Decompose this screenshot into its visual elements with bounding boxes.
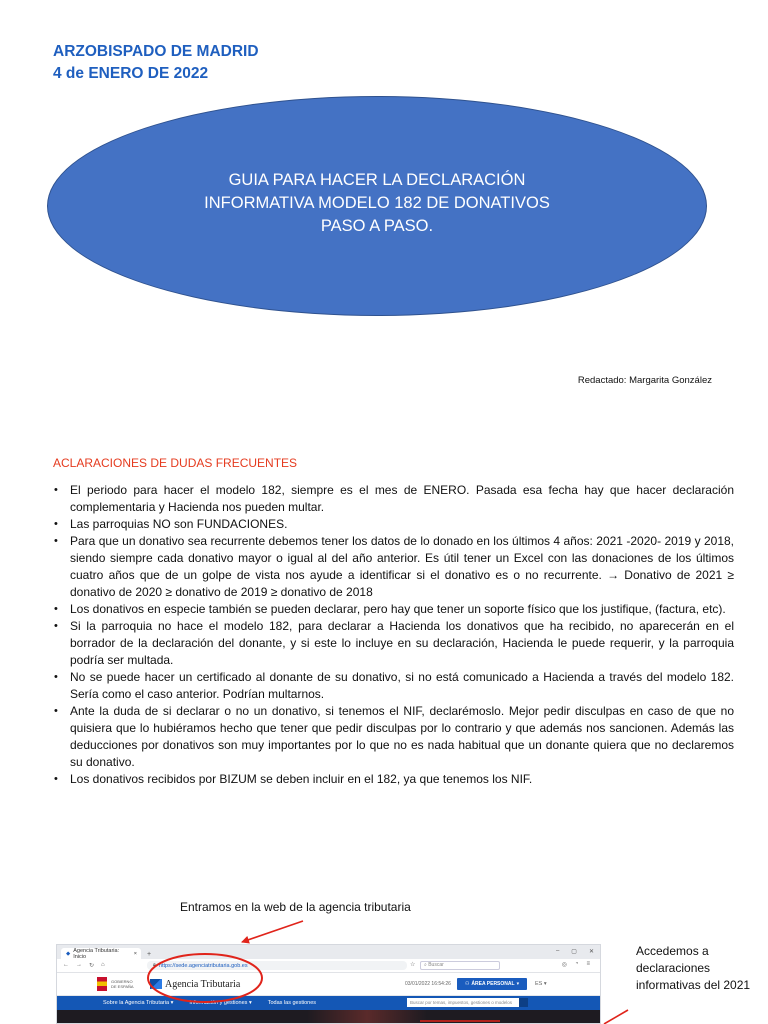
minimize-icon[interactable]: –: [555, 948, 560, 954]
menu-item-label: Todas las gestiones: [267, 1000, 317, 1006]
lock-icon: 🔒︎: [153, 962, 156, 968]
search-icon: ⌕: [424, 962, 427, 968]
document-title: [157, 169, 597, 238]
chevron-down-icon: ▾: [516, 981, 520, 987]
agency-name: Agencia Tributaria: [165, 978, 241, 990]
title-ellipse: [47, 96, 707, 316]
browser-search-placeholder: Buscar: [428, 962, 444, 968]
menu-icon[interactable]: ≡: [586, 961, 590, 967]
new-tab-icon[interactable]: +: [147, 951, 152, 958]
forward-icon[interactable]: →: [76, 962, 82, 968]
faq-list: [53, 482, 734, 788]
back-icon[interactable]: ←: [63, 962, 69, 968]
title-line: PASO A PASO.: [320, 216, 434, 235]
arrow-to-url: [242, 921, 303, 942]
faq-item: • Las parroquias NO son FUNDACIONES.: [53, 516, 734, 533]
caption-web: Entramos en la web de la agencia tributaria: [180, 900, 411, 914]
area-personal-button[interactable]: [457, 978, 527, 990]
chevron-down-icon: ▾: [170, 1000, 174, 1006]
language-label: ES: [535, 981, 543, 987]
chevron-down-icon: ▾: [543, 981, 547, 987]
url-field[interactable]: [147, 961, 407, 970]
url-text: https://sede.agenciatributaria.gob.es: [158, 962, 248, 969]
site-datetime: 03/01/2022 16:54:26: [405, 981, 451, 987]
close-window-icon[interactable]: ✕: [588, 949, 594, 955]
menu-item-informacion[interactable]: [189, 1000, 251, 1006]
site-search-input[interactable]: Buscar por temas, impuestos, gestiones o modelos: [407, 998, 519, 1007]
site-menu: [57, 996, 600, 1010]
faq-item: • Los donativos recibidos por BIZUM se deben incluir en el 182, ya que tenemos los NIF.: [53, 771, 734, 788]
window-controls: [556, 948, 594, 955]
browser-tab-bar: [57, 945, 600, 959]
chevron-down-icon: ▾: [248, 1000, 252, 1006]
user-icon: ⚇: [464, 981, 470, 987]
title-line: INFORMATIVA MODELO 182 DE DONATIVOS: [204, 193, 550, 212]
author-credit: Redactado: Margarita González: [577, 375, 712, 386]
spain-crest-icon: [97, 977, 107, 991]
language-selector[interactable]: [535, 981, 547, 987]
faq-title: ACLARACIONES DE DUDAS FRECUENTES: [53, 456, 298, 470]
agency-logo[interactable]: [150, 979, 240, 990]
account-icon[interactable]: ◔: [574, 961, 579, 967]
browser-search-input[interactable]: [420, 961, 500, 970]
agency-logo-icon: [150, 979, 162, 989]
browser-screenshot: [56, 944, 601, 1024]
shield-icon[interactable]: ◎: [561, 962, 567, 968]
home-icon[interactable]: ⌂: [101, 962, 105, 968]
menu-item-label: Sobre la Agencia Tributaria: [103, 1000, 170, 1006]
faq-item: • Los donativos en especie también se pueden declarar, pero hay que tener un soporte físico que los justifique, (factura, etc).: [53, 601, 734, 618]
browser-tab[interactable]: [61, 948, 141, 959]
maximize-icon[interactable]: ▢: [571, 949, 577, 955]
close-icon[interactable]: ×: [133, 950, 137, 957]
document-date: 4 de ENERO DE 2022: [53, 65, 209, 82]
faq-item: • No se puede hacer un certificado al donante de su donativo, si no está comunicado a Hacienda a través del modelo 182. Sería como el caso anterior. Podrían multarnos.: [53, 669, 734, 703]
bookmark-star-icon[interactable]: ☆: [410, 962, 416, 968]
reload-icon[interactable]: ↻: [89, 963, 95, 969]
menu-item-gestiones[interactable]: [268, 1000, 316, 1006]
browser-nav: [57, 962, 143, 969]
hero-banner: [57, 1010, 600, 1024]
title-line: GUIA PARA HACER LA DECLARACIÓN: [228, 170, 526, 189]
arrow-to-menu: [604, 1010, 628, 1024]
faq-item: • Si la parroquia no hace el modelo 182, para declarar a Hacienda los donativos que ha recibido, no aparecerán en el borrador de la declaración del donante, y si este lo incluye en su declaración, Hacienda le puede requerir, y la parroquia podría ser multada.: [53, 618, 734, 669]
browser-address-bar: [57, 959, 600, 973]
site-favicon-icon: ◆: [66, 950, 71, 957]
faq-item: • Para que un donativo sea recurrente debemos tener los datos de lo donado en los últimos 4 años: 2021 -2020- 2019 y 2018, siendo siempre cada donativo mayor o igual al del año anterior. Es útil tener un Excel con las donaciones de los últimos cuatro años que de un golpe de vista nos ayude a identificar si el donativo es o no recurrente. → Donativo de 2021 ≥ donativo de 2020 ≥ donativo de 2019 ≥ donativo de 2018: [53, 533, 734, 601]
organization-name: ARZOBISPADO DE MADRID: [53, 43, 259, 60]
government-label: GOBIERNO DE ESPAÑA: [111, 979, 134, 989]
faq-item: • El periodo para hacer el modelo 182, siempre es el mes de ENERO. Pasada esa fecha hay que hacer declaración complementaria y Hacienda nos pueden multar.: [53, 482, 734, 516]
toolbar-icons: [562, 961, 590, 968]
faq-item: • Ante la duda de si declarar o no un donativo, si tenemos el NIF, declarémoslo. Mejor pedir disculpas en caso de que no quisiera que lo hubiéramos hecho que tener que pedir disculpas por lo contrario y que además nos sancionen. Además las deducciones por donativos son muy importantes por lo que no es nada habitual que un donante quiera que no declaremos su donativo.: [53, 703, 734, 771]
tab-title: Agencia Tributaria: Inicio: [73, 947, 120, 960]
area-personal-label: ÁREA PERSONAL: [471, 981, 515, 987]
caption-declarations: Accedemos a declaraciones informativas del 2021: [636, 944, 751, 992]
site-header: [57, 973, 600, 996]
site-search-button[interactable]: [519, 998, 528, 1007]
organization-header: [53, 41, 259, 85]
menu-item-sobre[interactable]: [103, 1000, 173, 1006]
menu-item-label: Información y gestiones: [189, 1000, 248, 1006]
